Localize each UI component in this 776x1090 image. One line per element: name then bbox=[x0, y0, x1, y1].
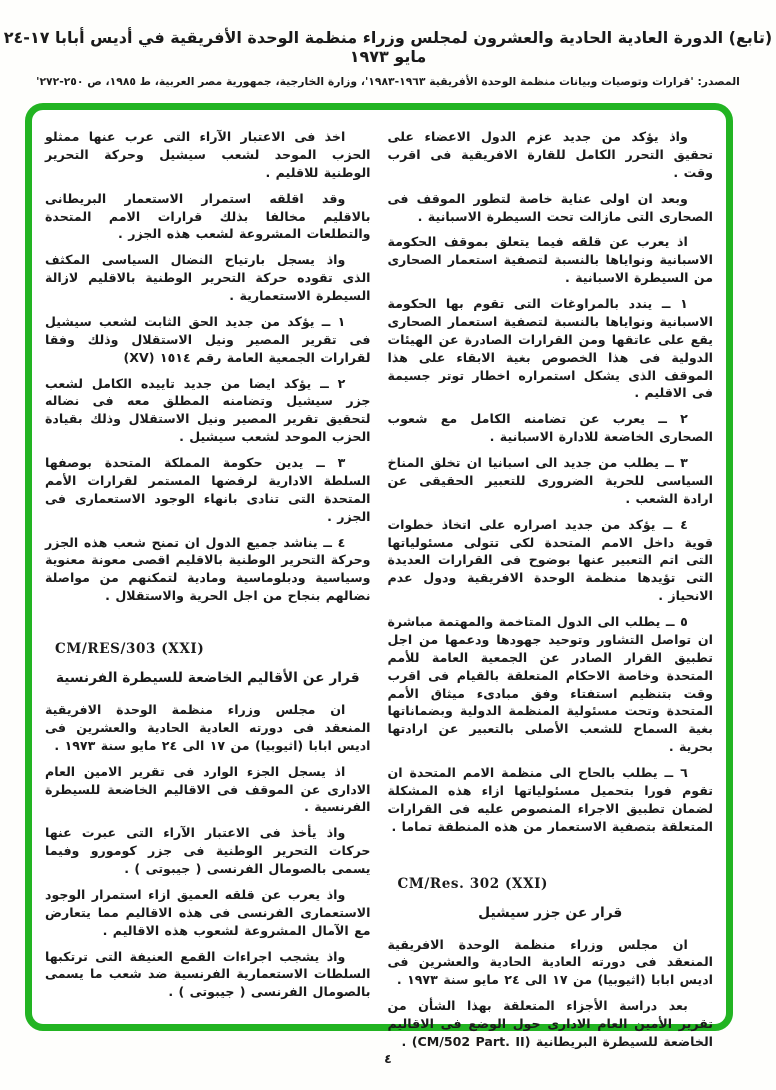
numbered-clause: ٥ ــ يطلب الى الدول المتاخمة والمهتمة مباشرة ان تواصل التشاور وتوحيد جهودها ودعمها من اجل تطبيق القرار الصادر عن الجمعية العامة للأمم المتحدة وخاصة الاحكام المتعلقة بالقيام فى اقرب وقت بتنظيم استفتاء وفق مبادىء ميثاق الأمم المتحدة وتحت مسئولية المنظمة الدولية وبضماناتها بغية السماح للشعب الأصلى بالتعبير عن ارادتها بحرية . bbox=[387, 614, 713, 755]
numbered-clause: ٢ ــ يؤكد ايضا من جديد تاييده الكامل لشعب جزر سيشيل وتضامنه المطلق معه فى نضاله لتحقيق تقرير المصير ونيل الاستقلال وذلك بقيادة الحزب الموحد لشعب سيشيل . bbox=[45, 375, 371, 445]
numbered-clause: ١ ــ يندد بالمراوغات التى تقوم بها الحكومة الاسبانية ونواياها بالنسبة لتصفية استعمار الصحارى يقع على عاتقها ومن القرارات الصادرة عن الهيئات الدولية فى هذا الخصوص بغية الابقاء على هذا الموقف الذى يشكل استمراره اخطار توتر جسيمة فى الاقليم . bbox=[387, 296, 713, 401]
paragraph: واذ يأخذ فى الاعتبار الآراء التى عبرت عنها حركات التحرير الوطنية فى جزر كومورو وفيما يسمى بالصومال الفرنسى ( جيبوتى ) . bbox=[45, 825, 371, 876]
paragraph: واذ يشجب اجراءات القمع العنيفة التى ترتكبها السلطات الاستعمارية الفرنسية ضد شعب ما يسمى بالصومال الفرنسى ( جيبوتى ) . bbox=[45, 948, 371, 1000]
paragraph: ان مجلس وزراء منظمة الوحدة الافريقية المنعقد فى دورته العادية الحادية والعشرين فى اديس ابابا (اثيوبيا) من ١٧ الى ٢٤ مايو سنة ١٩٧٣ . bbox=[387, 936, 713, 988]
numbered-clause: ١ ــ يؤكد من جديد الحق الثابت لشعب سيشيل فى تقرير المصير ونيل الاستقلال وذلك وفقا لقرارات الجمعية العامة رقم ١٥١٤ (XV) bbox=[45, 313, 371, 365]
paragraph: وبعد ان اولى عناية خاصة لتطور الموقف فى الصحارى التى مازالت تحت السيطرة الاسبانية . bbox=[387, 190, 713, 224]
paragraph: واذ يسجل بارتياح النضال السياسى المكثف الذى تقوده حركة التحرير الوطنية بالاقليم لازالة السيطرة الاستعمارية . bbox=[45, 252, 371, 303]
numbered-clause: ٤ ــ يناشد جميع الدول ان تمنح شعب هذه الجزر وحركة التحرير الوطنية بالاقليم اقصى معونة معنوية وسياسية ودبلوماسية ومادية لتمكنهم من مواصلة نضالهم بنجاح من اجل الحرية والاستقلال . bbox=[45, 534, 371, 604]
two-column-layout bbox=[45, 128, 713, 1049]
paragraph: واذ يؤكد من جديد عزم الدول الاعضاء على تحقيق التحرر الكامل للقارة الافريقية فى اقرب وقت . bbox=[387, 129, 713, 180]
column-left bbox=[45, 128, 371, 1016]
paragraph: واذ يعرب عن قلقه العميق ازاء استمرار الوجود الاستعمارى الفرنسى فى هذه الاقاليم مما يتعارض مع الآمال المشروعة لشعوب هذه الاقاليم . bbox=[45, 886, 371, 938]
source-citation: المصدر: 'قرارات وتوصيات وبيانات منظمة الوحدة الأفريقية ١٩٦٣-١٩٨٣'، وزارة الخارجية، جمهورية مصر العربية، ط ١٩٨٥، ص ٢٥٠-٢٧٢' bbox=[36, 75, 740, 88]
numbered-clause: ٣ ــ يطلب من جديد الى اسبانيا ان تخلق المناخ السياسى للحرية الضرورى للتعبير الحقيقى عن ارادة الشعب . bbox=[387, 455, 713, 506]
page-number: ٤ bbox=[384, 1051, 392, 1066]
column-right bbox=[387, 128, 714, 1049]
resolution-code: CM/Res. 302 (XXI) bbox=[397, 875, 549, 892]
numbered-clause: ٢ ــ يعرب عن تضامنه الكامل مع شعوب الصحارى الخاضعة للادارة الاسبانية . bbox=[387, 411, 713, 445]
paragraph: اخذ فى الاعتبار الآراء التى عرب عنها ممثلو الحزب الموحد لشعب سيشيل وحركة التحرير الوطنية للاقليم . bbox=[45, 129, 371, 180]
session-title: (تابع) الدورة العادية الحادية والعشرون لمجلس وزراء منظمة الوحدة الأفريقية في أديس أبابا ١٧-٢٤ مايو ١٩٧٣ bbox=[3, 28, 773, 66]
document-header bbox=[0, 0, 776, 88]
paragraph: وقد اقلقه استمرار الاستعمار البريطانى بالاقليم مخالفا بذلك قرارات الامم المتحدة والتطلعات المشروعة لشعب هذه الجزر . bbox=[45, 190, 371, 242]
resolution-title: قرار عن جزر سيشيل bbox=[478, 904, 623, 921]
resolution-title: قرار عن الأقاليم الخاضعة للسيطرة الفرنسية bbox=[55, 670, 360, 686]
resolution-code: CM/RES/303 (XXI) bbox=[55, 641, 205, 657]
paragraph: بعد دراسة الأجزاء المتعلقة بهذا الشأن من تقرير الأمين العام الادارى حول الوضع فى الاقاليم الخاضعة للسيطرة البريطانية (CM/502 Part. II) . bbox=[387, 998, 713, 1049]
paragraph: اذ يسجل الجزء الوارد فى تقرير الامين العام الادارى عن الموقف فى الاقاليم الخاضعة للسيطرة الفرنسية . bbox=[45, 763, 371, 815]
paragraph: ان مجلس وزراء منظمة الوحدة الافريقية المنعقد فى دورته العادية الحادية والعشرين فى اديس ابابا (اثيوبيا) من ١٧ الى ٢٤ مايو سنة ١٩٧٣ . bbox=[45, 702, 371, 753]
numbered-clause: ٦ ــ يطلب بالحاح الى منظمة الامم المتحدة ان تقوم فورا بتحميل مسئولياتها ازاء هذه المشكلة لضمان تطبيق الاجراء المنصوص عليه فى القرارات المتعلقة بتصفية الاستعمار من هذه المنطقة تماما . bbox=[387, 765, 713, 834]
numbered-clause: ٤ ــ يؤكد من جديد اصراره على اتخاذ خطوات قوية داخل الامم المتحدة لكى تتولى مسئولياتها التى اتم التعبير عنها بوضوح فى القرارات العديدة التى تؤيدها منظمة الوحدة الافريقية ودول عدم الانحياز . bbox=[387, 516, 713, 604]
numbered-clause: ٣ ــ يدين حكومة المملكة المتحدة بوصفها السلطة الادارية لرفضها المستمر لقرارات الأمم المتحدة التى تنادى بانهاء الوجود الاستعمارى فى الجزر . bbox=[45, 455, 371, 524]
green-border-frame bbox=[25, 103, 733, 1049]
paragraph: اذ يعرب عن قلقه فيما يتعلق بموقف الحكومة الاسبانية ونواياها بالنسبة لتصفية استعمار الصحارى من السيطرة الاسبانية . bbox=[387, 234, 713, 286]
